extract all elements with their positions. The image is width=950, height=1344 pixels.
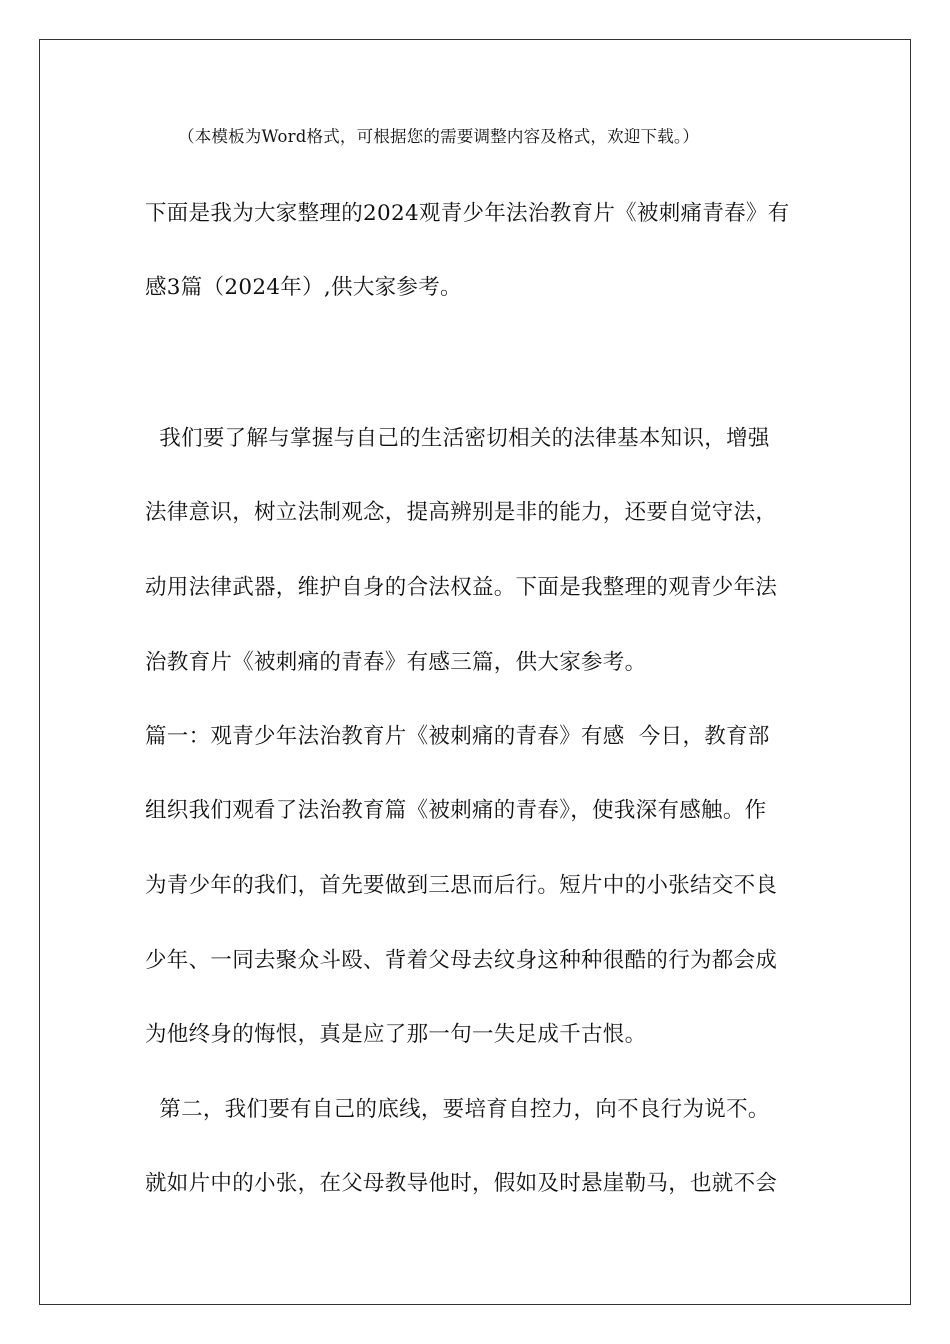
template-notice: （本模板为Word格式，可根据您的需要调整内容及格式，欢迎下载。） xyxy=(178,127,700,146)
intro-line-1: 下面是我为大家整理的2024观青少年法治教育片《被刺痛青春》有 xyxy=(145,201,790,226)
paragraph2-line-2: 就如片中的小张，在父母教导他时，假如及时悬崖勒马，也就不会 xyxy=(145,1171,778,1196)
paragraph1-line-4: 治教育片《被刺痛的青春》有感三篇，供大家参考。 xyxy=(145,650,647,675)
article1-line-1: 篇一：观青少年法治教育片《被刺痛的青春》有感 今日，教育部 xyxy=(145,724,770,749)
paragraph1-line-2: 法律意识，树立法制观念，提高辨别是非的能力，还要自觉守法， xyxy=(145,500,778,525)
article1-line-5: 为他终身的悔恨，真是应了那一句一失足成千古恨。 xyxy=(145,1022,647,1047)
paragraph1-line-3: 动用法律武器，维护自身的合法权益。下面是我整理的观青少年法 xyxy=(145,575,778,600)
intro-line-2: 感3篇（2024年）,供大家参考。 xyxy=(145,275,462,300)
article1-line-3: 为青少年的我们，首先要做到三思而后行。短片中的小张结交不良 xyxy=(145,873,778,898)
article1-line-2: 组织我们观看了法治教育篇《被刺痛的青春》，使我深有感触。作 xyxy=(145,798,767,823)
paragraph1-line-1: 我们要了解与掌握与自己的生活密切相关的法律基本知识，增强 xyxy=(145,426,770,451)
paragraph2-line-1: 第二，我们要有自己的底线，要培育自控力，向不良行为说不。 xyxy=(145,1097,770,1122)
article1-line-4: 少年、一同去聚众斗殴、背着父母去纹身这种种很酷的行为都会成 xyxy=(145,948,778,973)
